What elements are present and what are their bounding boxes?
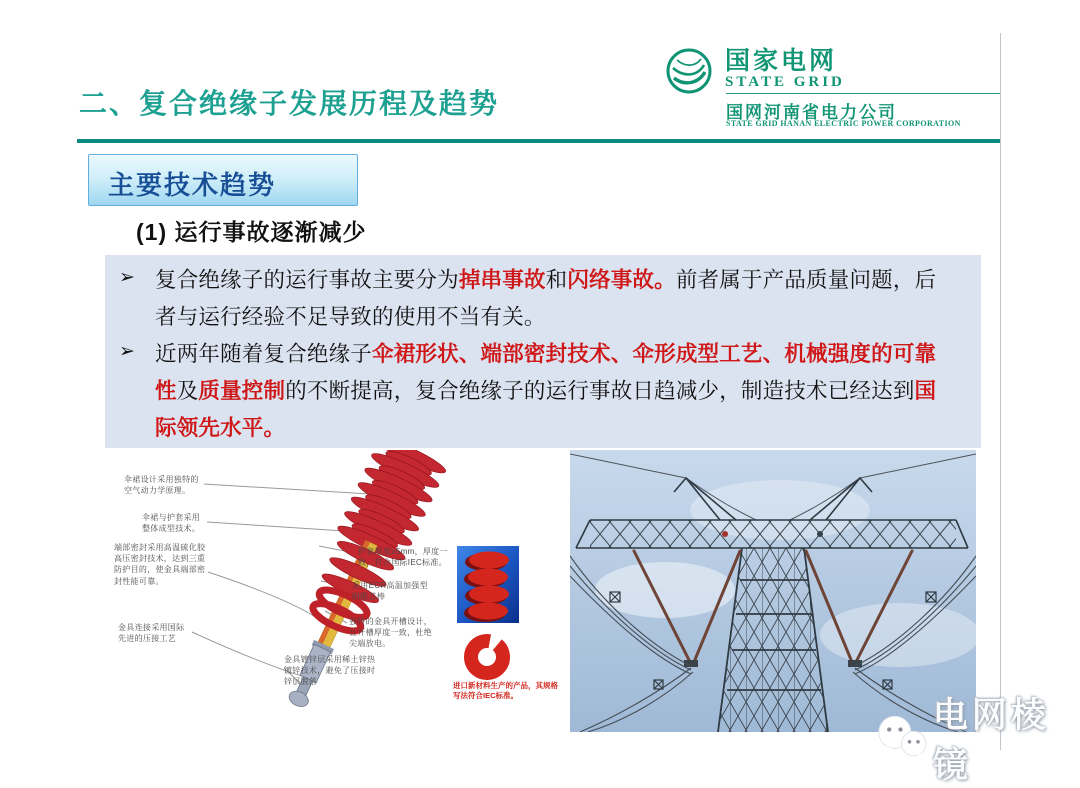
diagram-annotation: 采用ECR高温加强型耐酸芯棒 — [352, 581, 428, 602]
wechat-icon — [876, 712, 929, 764]
page-title: 二、复合绝缘子发展历程及趋势 — [79, 88, 500, 119]
text-segment: 复合绝缘子的运行事故主要分为 — [155, 268, 459, 292]
section-badge — [88, 154, 358, 206]
logo-company-en: STATE GRID HANAN ELECTRIC POWER CORPORATION — [726, 119, 961, 128]
diagram-annotation: 伞裙设计采用独特的空气动力学原理。 — [124, 475, 199, 496]
logo-name-cn: 国家电网 — [725, 47, 838, 75]
bullet-text — [155, 262, 955, 336]
text-segment-red: 掉串事故 — [458, 268, 546, 292]
section-badge-label: 主要技术趋势 — [108, 170, 277, 200]
bullet-text-box — [105, 255, 981, 448]
diagram-inset-caption: 进口新材料生产的产品，其规格写法符合IEC标准。 — [453, 681, 558, 701]
bullet-arrow-icon: ➢ — [119, 341, 135, 362]
diagram-annotation: 独特的金具开槽设计，且开槽厚度一致，杜绝尖端放电。 — [349, 617, 432, 649]
bullet-text — [155, 336, 955, 447]
text-segment: 及 — [176, 379, 199, 403]
text-segment-red: 闪络事故。 — [567, 268, 676, 292]
diagram-annotation: 金具连接采用国际先进的压接工艺 — [118, 623, 185, 644]
watermark — [876, 688, 1080, 788]
text-segment: 和 — [545, 268, 568, 292]
diagram-annotation: 金具镀锌层采用稀土锌热镀锌技术，避免了压接时锌层脱落 — [284, 655, 376, 687]
subtitle: (1) 运行事故逐渐减少 — [136, 219, 367, 245]
text-segment: 近两年随着复合绝缘子 — [155, 342, 373, 366]
text-segment: 前者属于产品质量问题，后者与运行经验不足导致的使用不当有关。 — [155, 268, 937, 329]
text-segment-red: 质量控制 — [198, 379, 286, 403]
logo-company-cn: 国网河南省电力公司 — [726, 103, 897, 122]
bullet-item — [119, 262, 969, 336]
diagram-annotation: 护套厚度≥5mm，厚度一致，符合国际IEC标准。 — [358, 547, 448, 568]
watermark-label: 电网棱镜 — [932, 696, 1050, 785]
text-segment: 的不断提高，复合绝缘子的运行事故日趋减少，制造技术已经达到 — [285, 379, 915, 403]
bullet-arrow-icon: ➢ — [119, 267, 135, 288]
split-washer-inset — [464, 634, 509, 679]
logo-separator — [726, 93, 1000, 94]
bullet-item — [119, 336, 969, 447]
title-underline — [77, 139, 1001, 143]
right-border-line — [1000, 33, 1001, 750]
text-segment-red: 国际领先水平。 — [155, 379, 937, 440]
state-grid-globe-icon — [666, 48, 712, 94]
logo-name-en: STATE GRID — [725, 74, 845, 90]
state-grid-logo — [666, 48, 845, 94]
diagram-annotation: 端部密封采用高温硫化胶高压密封技术，达到三重防护目的，使金具端部密封性能可靠。 — [114, 543, 206, 586]
text-segment-red: 伞裙形状、端部密封技术、伞形成型工艺、机械强度的可靠性 — [155, 342, 937, 403]
diagram-annotation: 伞裙与护套采用整体成型技术。 — [142, 513, 201, 534]
insulator-diagram-figure — [112, 450, 560, 735]
